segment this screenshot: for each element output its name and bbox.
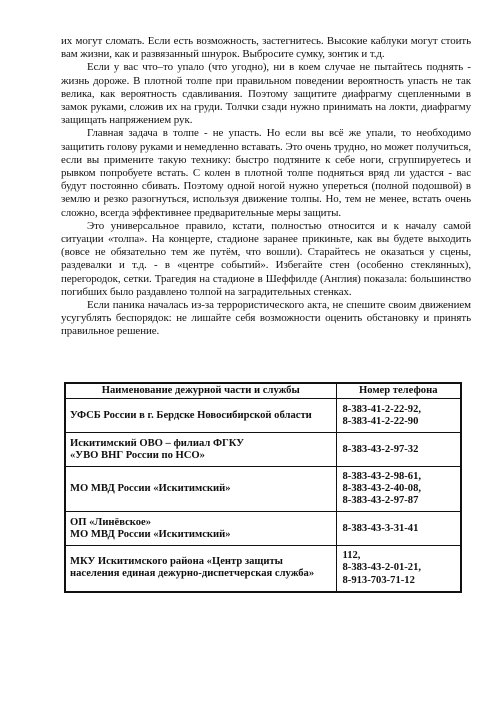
- phone-number: 8-913-703-71-12: [342, 574, 415, 586]
- body-text: [61, 35, 471, 339]
- service-name-cell: [65, 399, 336, 433]
- header-phone-number: Номер телефона: [336, 383, 461, 399]
- paragraph: Если у вас что–то упало (что угодно), ни в коем случае не пытайтесь поднять - жизнь дороже. В плотной толпе при правильном поведении вероятность упасть не так велика, как вероятность сдавливания. Поэтому защитите диафрагму сцепленными в замок руками, сложив их на груди. Толчки сзади нужно принимать на локти, диафрагму защищать напряжением рук.: [61, 61, 471, 127]
- table-row: [65, 512, 461, 546]
- phone-cell: [336, 467, 461, 512]
- service-name: Искитимский ОВО – филиал ФГКУ: [70, 437, 245, 449]
- service-name: МО МВД России «Искитимский»: [70, 483, 231, 495]
- service-name: МО МВД России «Искитимский»: [70, 528, 231, 540]
- phone-number: 8-383-43-3-31-41: [342, 522, 419, 534]
- phone-number: 8-383-41-2-22-92,: [342, 403, 422, 415]
- service-name: МКУ Искитимского района «Центр защиты: [70, 556, 283, 568]
- service-name-cell: [65, 467, 336, 512]
- table-row: [65, 433, 461, 467]
- phone-number: 8-383-43-2-97-87: [342, 495, 419, 507]
- paragraph: Это универсальное правило, кстати, полностью относится и к началу самой ситуации «толпа». На концерте, стадионе заранее прикиньте, как вы будете выходить (вовсе не обязательно тем же путём, что вошли). Старайтесь не оказаться у сцены, раздевалки и т.д. - в «центре событий». Избегайте стен (особенно стеклянных), перегородок, сетки. Трагедия на стадионе в Шеффилде (Англия) показала: большинство погибших было раздавлено толпой на заградительных стенках.: [61, 219, 471, 298]
- paragraph: Главная задача в толпе - не упасть. Но если вы всё же упали, то необходимо защитить голову руками и немедленно вставать. Это очень трудно, но может получиться, если вы примените такую технику: быстро подтяните к себе ноги, сгруппируетесь и рывком попробуете встать. С колен в плотной толпе подняться вряд ли удастся - вас будут постоянно сбивать. Поэтому одной ногой нужно упереться (полной подошвой) в землю и резко разогнуться, используя движение толпы. Но, тем не менее, встать очень сложно, всегда эффективнее предварительные меры защиты.: [61, 127, 471, 219]
- phone-number: 112,: [342, 550, 361, 562]
- header-service-name: Наименование дежурной части и службы: [65, 383, 336, 399]
- table-row: [65, 546, 461, 592]
- table-header-row: [65, 383, 461, 399]
- service-name: УФСБ России в г. Бердске Новосибирской области: [70, 409, 312, 421]
- phone-number: 8-383-43-2-40-08,: [342, 483, 422, 495]
- table-row: [65, 399, 461, 433]
- phone-cell: [336, 512, 461, 546]
- phone-cell: [336, 546, 461, 592]
- phone-cell: [336, 433, 461, 467]
- service-name: ОП «Линёвское»: [70, 516, 152, 528]
- paragraph: их могут сломать. Если есть возможность, застегнитесь. Высокие каблуки могут стоить вам жизни, как и развязанный шнурок. Выбросите сумку, зонтик и т.д.: [61, 35, 471, 61]
- emergency-contacts-table: [64, 382, 462, 593]
- phone-number: 8-383-43-2-01-21,: [342, 562, 422, 574]
- phone-cell: [336, 399, 461, 433]
- phone-number: 8-383-43-2-97-32: [342, 443, 419, 455]
- phone-number: 8-383-41-2-22-90: [342, 415, 419, 427]
- service-name-cell: [65, 546, 336, 592]
- service-name-cell: [65, 433, 336, 467]
- service-name-cell: [65, 512, 336, 546]
- service-name: населения единая дежурно-диспетчерская служба»: [70, 568, 315, 580]
- table-row: [65, 467, 461, 512]
- paragraph: Если паника началась из-за террористического акта, не спешите своим движением усугублять беспорядок: не лишайте себя возможности оценить обстановку и принять правильное решение.: [61, 299, 471, 338]
- service-name: «УВО ВНГ России по НСО»: [70, 449, 205, 461]
- phone-number: 8-383-43-2-98-61,: [342, 470, 422, 482]
